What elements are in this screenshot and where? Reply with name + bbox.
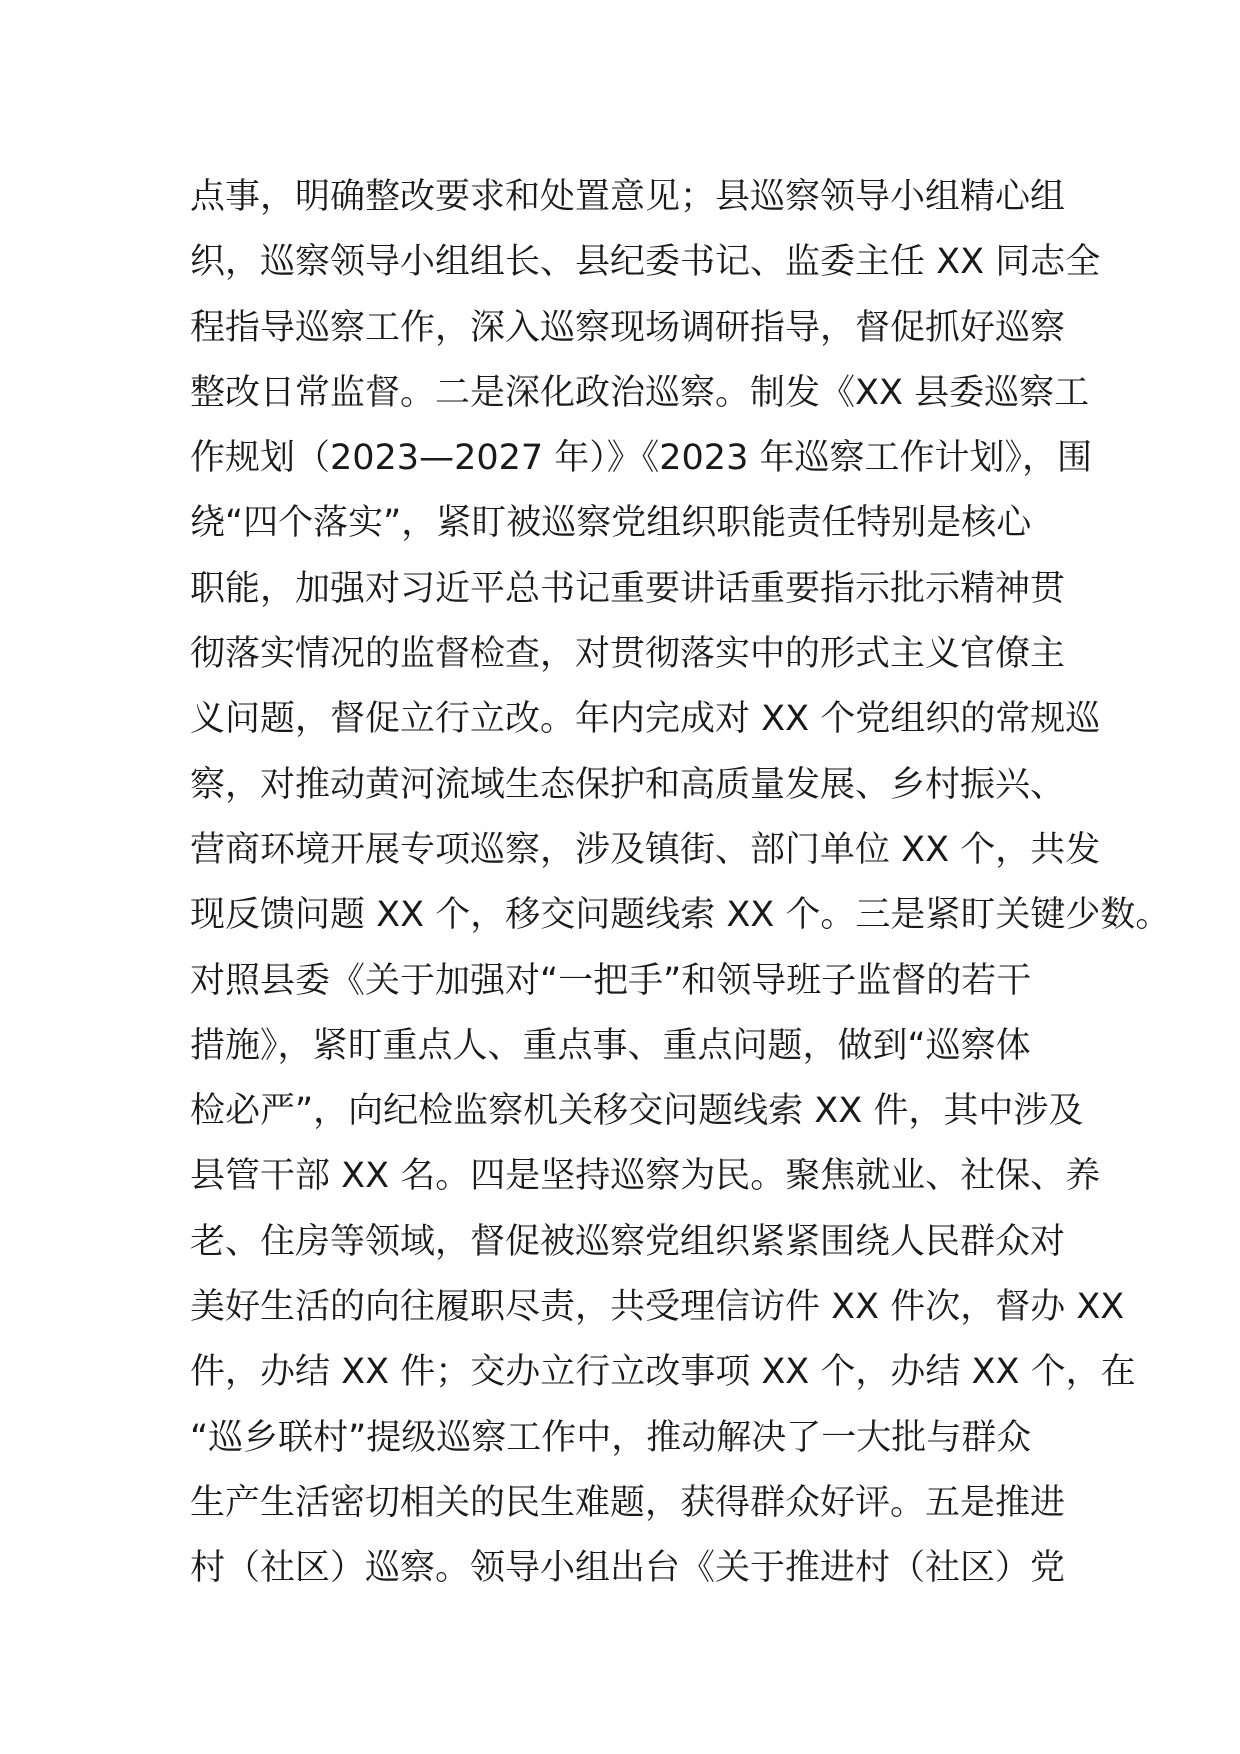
text-line: 职能，加强对习近平总书记重要讲话重要指示批示精神贯 [190, 568, 1066, 609]
text-line: 绕“四个落实”，紧盯被巡察党组织职能责任特别是核心 [190, 503, 1032, 544]
text-line: 程指导巡察工作，深入巡察现场调研指导，督促抓好巡察 [190, 307, 1066, 348]
text-line: 营商环境开展专项巡察，涉及镇街、部门单位 XX 个，共发 [190, 829, 1101, 870]
text-line: 点事，明确整改要求和处置意见；县巡察领导小组精心组 [190, 177, 1066, 217]
text-line: 整改日常监督。二是深化政治巡察。制发《XX 县委巡察工 [190, 372, 1090, 413]
text-line: 县管干部 XX 名。四是坚持巡察为民。聚焦就业、社保、养 [190, 1156, 1101, 1197]
text-line: “巡乡联村”提级巡察工作中，推动解决了一大批与群众 [190, 1417, 1032, 1458]
text-line: 察，对推动黄河流域生态保护和高质量发展、乡村振兴、 [190, 764, 1066, 805]
text-line: 检必严”，向纪检监察机关移交问题线索 XX 件，其中涉及 [190, 1091, 1084, 1132]
text-line: 村（社区）巡察。领导小组出台《关于推进村（社区）党 [190, 1548, 1066, 1589]
text-line: 措施》，紧盯重点人、重点事、重点问题，做到“巡察体 [190, 1025, 1031, 1066]
body-text [190, 165, 1171, 1602]
text-line: 对照县委《关于加强对“一把手”和领导班子监督的若干 [190, 960, 1032, 1001]
text-line: 美好生活的向往履职尽责，共受理信访件 XX 件次，督办 XX [190, 1287, 1125, 1328]
text-line: 件，办结 XX 件；交办立行立改事项 XX 个，办结 XX 个，在 [190, 1352, 1136, 1393]
text-line: 老、住房等领域，督促被巡察党组织紧紧围绕人民群众对 [190, 1221, 1066, 1262]
text-line: 义问题，督促立行立改。年内完成对 XX 个党组织的常规巡 [190, 699, 1101, 740]
text-line: 彻落实情况的监督检查，对贯彻落实中的形式主义官僚主 [190, 634, 1066, 675]
text-line: 现反馈问题 XX 个，移交问题线索 XX 个。三是紧盯关键少数。 [190, 895, 1171, 936]
text-line: 作规划（2023—2027 年）》《2023 年巡察工作计划》，围 [190, 438, 1092, 479]
text-line: 织，巡察领导小组组长、县纪委书记、监委主任 XX 同志全 [190, 242, 1101, 283]
text-line: 生产生活密切相关的民生难题，获得群众好评。五是推进 [190, 1482, 1066, 1523]
